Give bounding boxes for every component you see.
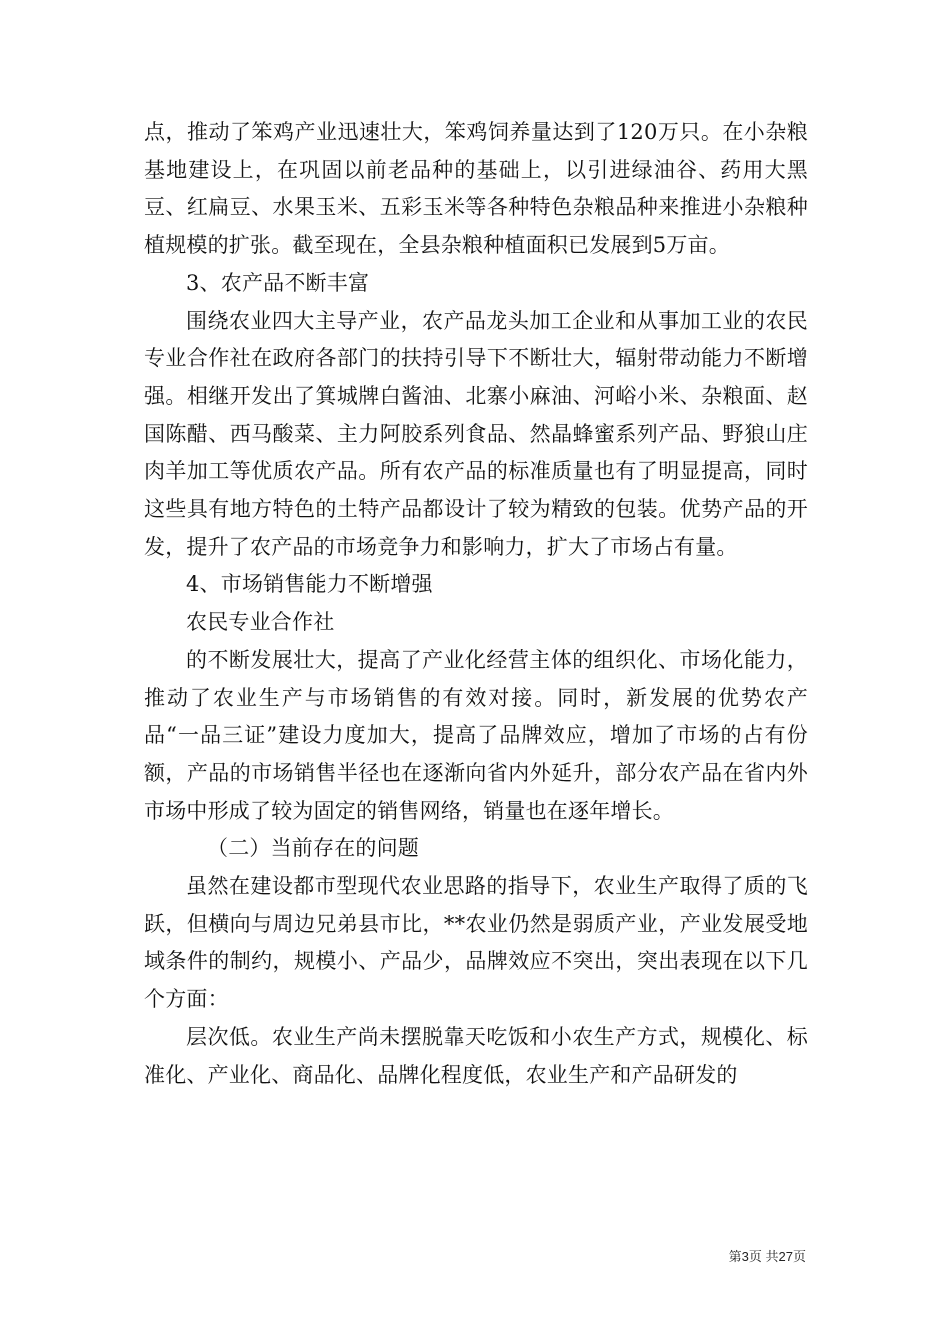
paragraph-products: 围绕农业四大主导产业，农产品龙头加工企业和从事加工业的农民专业合作社在政府各部门的扶持引导下不断壮大，辐射带动能力不断增强。相继开发出了箕城牌白酱油、北寨小麻油、河峪小米、杂粮面、赵国陈醋、西马酸菜、主力阿胶系列食品、然晶蜂蜜系列产品、野狼山庄肉羊加工等优质农产品。所有农产品的标准质量也有了明显提高，同时这些具有地方特色的土特产品都设计了较为精致的包装。优势产品的开发，提升了农产品的市场竞争力和影响力，扩大了市场占有量。 <box>144 308 808 559</box>
footer-total-pages: 27 <box>778 1249 793 1264</box>
section-heading-problems: （二）当前存在的问题 <box>207 836 419 861</box>
footer-prefix: 第 <box>728 1249 742 1264</box>
paragraph-low-level: 层次低。农业生产尚未摆脱靠天吃饭和小农生产方式，规模化、标准化、产业化、商品化、品牌化程度低，农业生产和产品研发的 <box>144 1024 808 1087</box>
paragraph-cooperative-line: 农民专业合作社 <box>186 610 335 635</box>
paragraph-problems-intro: 虽然在建设都市型现代农业思路的指导下，农业生产取得了质的飞跃，但横向与周边兄弟县市比，**农业仍然是弱质产业，产业发展受地域条件的制约，规模小、产品少，品牌效应不突出，突出表现在以下几个方面： <box>144 874 808 1012</box>
footer-middle: 页 共 <box>748 1249 779 1264</box>
section-heading-3: 3、农产品不断丰富 <box>186 270 370 295</box>
paragraph-market: 的不断发展壮大，提高了产业化经营主体的组织化、市场化能力，推动了农业生产与市场销售的有效对接。同时，新发展的优势农产品“一品三证”建设力度加大，提高了品牌效应，增加了市场的占有份额，产品的市场销售半径也在逐渐向省内外延升，部分农产品在省内外市场中形成了较为固定的销售网络，销量也在逐年增长。 <box>144 647 808 823</box>
footer-suffix: 页 <box>792 1249 806 1264</box>
paragraph-continued: 点，推动了笨鸡产业迅速壮大，笨鸡饲养量达到了120万只。在小杂粮基地建设上，在巩固以前老品种的基础上，以引进绿油谷、药用大黑豆、红扁豆、水果玉米、五彩玉米等各种特色杂粮品种来推进小杂粮种植规模的扩张。截至现在，全县杂粮种植面积已发展到5万亩。 <box>144 120 808 258</box>
document-body <box>144 114 808 1094</box>
section-heading-4: 4、市场销售能力不断增强 <box>186 572 433 597</box>
footer-current-page: 3 <box>741 1249 749 1264</box>
page-footer <box>0 1246 806 1265</box>
